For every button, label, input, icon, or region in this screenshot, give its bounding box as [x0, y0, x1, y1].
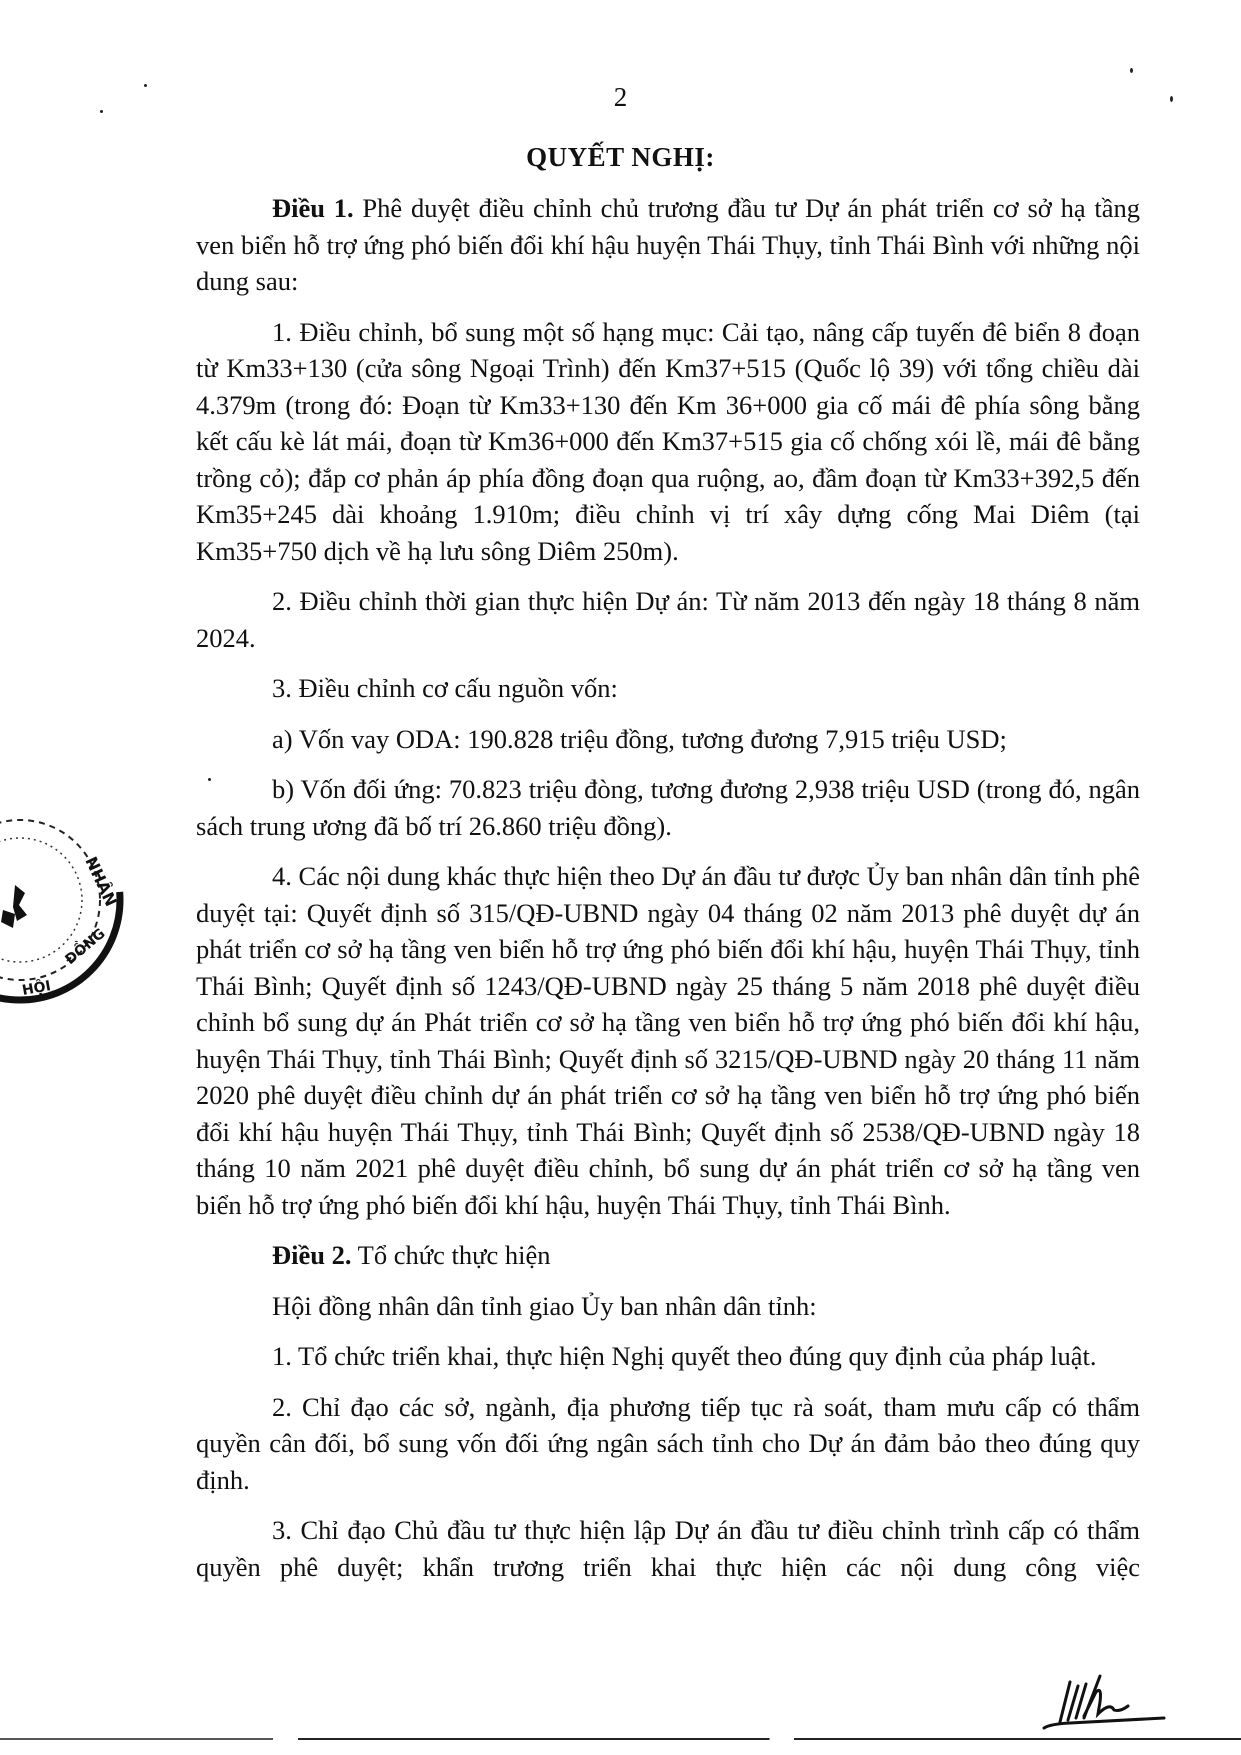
article-1-item-3a: a) Vốn vay ODA: 190.828 triệu đồng, tương đương 7,915 triệu USD;: [272, 723, 1007, 754]
article-2-heading-text: Tổ chức thực hiện: [351, 1240, 551, 1270]
article-1-item-1: 1. Điều chỉnh, bổ sung một số hạng mục: Cải tạo, nâng cấp tuyến đê biển 8 đoạn từ Km33+130 (cửa sông Ngoại Trình) đến Km37+515 (Quốc lộ 39) với tổng chiều dài 4.379m (trong đó: Đoạn từ Km33+130 đến Km 36+000 gia cố mái đê phía sông bằng kết cấu kè lát mái, đoạn từ Km36+000 đến Km37+515 gia cố chống xói lề, mái đê bằng trồng cỏ); đắp cơ phản áp phía đồng đoạn qua ruộng, ao, đầm đoạn từ Km33+392,5 đến Km35+245 dài khoảng 1.910m; điều chỉnh vị trí xây dựng cống Mai Diêm (tại Km35+750 dịch về hạ lưu sông Diêm 250m).: [196, 316, 1140, 566]
official-seal-icon: [0, 790, 135, 1010]
article-2-heading: [196, 1237, 1140, 1274]
article-1-item-2: 2. Điều chỉnh thời gian thực hiện Dự án: Từ năm 2013 đến ngày 18 tháng 8 năm 2024.: [196, 586, 1140, 653]
scan-speck: [208, 778, 211, 781]
article-1-intro-text: Phê duyệt điều chỉnh chủ trương đầu tư Dự án phát triển cơ sở hạ tầng ven biển hỗ trợ ứng phó biến đổi khí hậu huyện Thái Thụy, tỉnh Thái Bình với những nội dung sau:: [196, 193, 1140, 296]
article-1-item-3: 3. Điều chỉnh cơ cấu nguồn vốn:: [272, 673, 618, 703]
svg-text:NHÂN: NHÂN: [81, 853, 121, 910]
scan-speck: [100, 110, 103, 113]
article-1-item-3b: b) Vốn đối ứng: 70.823 triệu đòng, tương đương 2,938 triệu USD (trong đó, ngân sách trung ương đã bố trí 26.860 triệu đồng).: [196, 774, 1140, 841]
article-2-item-1: 1. Tổ chức triển khai, thực hiện Nghị quyết theo đúng quy định của pháp luật.: [272, 1341, 1097, 1371]
article-1-label: Điều 1.: [272, 193, 354, 223]
handwritten-initials-icon: [1040, 1672, 1170, 1730]
svg-text:ĐỒNG: ĐỒNG: [62, 925, 109, 969]
article-2-intro: Hội đồng nhân dân tỉnh giao Ủy ban nhân dân tỉnh:: [272, 1290, 817, 1321]
article-2-item-3: 3. Chỉ đạo Chủ đầu tư thực hiện lập Dự án đầu tư điều chỉnh trình cấp có thẩm quyền phê duyệt; khẩn trương triển khai thực hiện các nội dung công việc: [196, 1515, 1140, 1582]
article-1-item-4: 4. Các nội dung khác thực hiện theo Dự án đầu tư được Ủy ban nhân dân tỉnh phê duyệt tại: Quyết định số 315/QĐ-UBND ngày 04 tháng 02 năm 2013 phê duyệt dự án phát triển cơ sở hạ tầng ven biển hỗ trợ ứng phó biến đổi khí hậu, huyện Thái Thụy, tỉnh Thái Bình; Quyết định số 1243/QĐ-UBND ngày 25 tháng 5 năm 2018 phê duyệt điều chỉnh bổ sung dự án Phát triển cơ sở hạ tầng ven biển hỗ trợ ứng phó biến đổi khí hậu, huyện Thái Thụy, tỉnh Thái Bình; Quyết định số 3215/QĐ-UBND ngày 20 tháng 11 năm 2020 phê duyệt điều chỉnh dự án phát triển cơ sở hạ tầng ven biển hỗ trợ ứng phó biến đổi khí hậu huyện Thái Thụy, tỉnh Thái Bình; Quyết định số 2538/QĐ-UBND ngày 18 tháng 10 năm 2021 phê duyệt điều chỉnh, bổ sung dự án phát triển cơ sở hạ tầng ven biển hỗ trợ ứng phó biến đổi khí hậu, huyện Thái Thụy, tỉnh Thái Bình.: [196, 861, 1140, 1220]
article-1-intro: [196, 190, 1140, 300]
scan-speck: [1170, 96, 1173, 102]
scan-speck: [1130, 68, 1133, 73]
scan-speck: [144, 84, 147, 87]
article-2-item-2: 2. Chỉ đạo các sở, ngành, địa phương tiếp tục rà soát, tham mưu cấp có thẩm quyền cân đối, bổ sung vốn đối ứng ngân sách tỉnh cho Dự án đảm bảo theo đúng quy định.: [196, 1391, 1140, 1495]
document-body: [196, 190, 1140, 1599]
page-number: 2: [613, 82, 628, 112]
article-2-label: Điều 2.: [272, 1240, 352, 1270]
page-bottom-rule: [0, 1738, 1241, 1740]
resolution-title: QUYẾT NGHỊ:: [526, 142, 715, 172]
svg-text:HỘI: HỘI: [20, 978, 53, 999]
